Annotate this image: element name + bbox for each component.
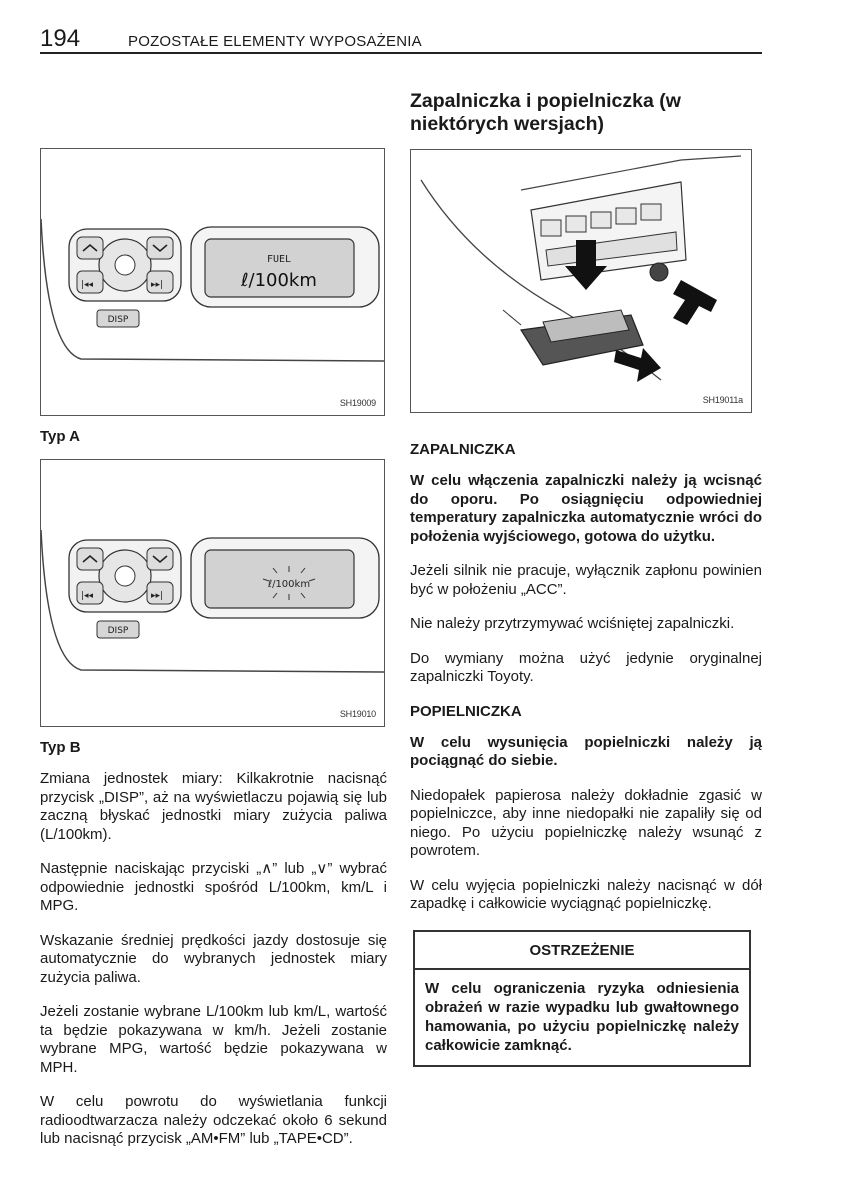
paragraph: Następnie naciskając przyciski „∧” lub „∨” wybrać odpowiednie jednostki spośród L/100km, km/L i MPG. <box>40 860 387 914</box>
svg-text:▸▸|: ▸▸| <box>151 591 164 601</box>
warning-text: W celu ograniczenia ryzyka odniesienia obrażeń w razie wypadku lub gwałtownego hamowania, po użyciu popielniczkę należy całkowicie zamknąć. <box>425 979 739 1054</box>
paragraph: Do wymiany można użyć jedynie oryginalnej zapalniczki Toyoty. <box>410 649 762 685</box>
ashtray-instruction: W celu wysunięcia popielniczki należy ją pociągnąć do siebie. <box>410 733 762 769</box>
figure-code: SH19010 <box>339 709 376 719</box>
paragraph: Zmiana jednostek miary: Kilkakrotnie nacisnąć przycisk „DISP”, aż na wyświetlaczu pojawią się lub zaczną błyskać jednostki miary zużycia paliwa (L/100km). <box>40 770 387 843</box>
article-title: Zapalniczka i popielniczka (w niektórych wersjach) <box>410 90 681 135</box>
disp-button-label: DISP <box>107 626 129 636</box>
ashtray-illustration <box>411 150 751 412</box>
display-unit-text: ℓ/100km <box>267 579 311 590</box>
paragraph: Jeżeli silnik nie pracuje, wyłącznik zapłonu powinien być w położeniu „ACC”. <box>410 562 762 598</box>
display-illustration-a <box>41 149 384 415</box>
page-header <box>40 26 762 54</box>
figure-code: SH19009 <box>339 398 376 408</box>
right-column <box>410 90 762 1067</box>
lighter-heading: ZAPALNICZKA <box>410 441 516 458</box>
svg-text:|◂◂: |◂◂ <box>81 280 94 290</box>
figure-lighter-ashtray <box>410 149 752 413</box>
paragraph: Niedopałek papierosa należy dokładnie zgasić w popielniczce, aby inne niedopałki nie zapaliły się od niego. Po użyciu popielniczkę należy wsunąć z powrotem. <box>410 786 762 859</box>
page-number: 194 <box>40 25 81 52</box>
display-unit-text: ℓ/100km <box>241 270 317 291</box>
figure-type-b <box>40 459 385 727</box>
warning-title: OSTRZEŻENIE <box>415 932 749 970</box>
paragraph: Wskazanie średniej prędkości jazdy dostosuje się automatycznie do wybranych jednostek miary zużycia paliwa. <box>40 931 387 986</box>
figure-type-a <box>40 148 385 416</box>
disp-button-label: DISP <box>107 315 129 325</box>
paragraph: W celu wyjęcia popielniczki należy nacisnąć w dół zapadkę i całkowicie wyciągnąć popielniczkę. <box>410 876 762 912</box>
figure-code: SH19011a <box>702 395 743 405</box>
caption-type-a: Typ A <box>40 428 80 445</box>
display-illustration-b <box>41 460 384 726</box>
paragraph: Jeżeli zostanie wybrane L/100km lub km/L, wartość ta będzie pokazywana w km/h. Jeżeli zostanie wybrane MPG, wartość będzie pokazywana w MPH. <box>40 1003 387 1076</box>
warning-box <box>413 930 751 1067</box>
section-title: POZOSTAŁE ELEMENTY WYPOSAŻENIA <box>128 33 422 50</box>
left-column <box>40 148 387 1165</box>
svg-text:|◂◂: |◂◂ <box>81 591 94 601</box>
paragraph: Nie należy przytrzymywać wciśniętej zapalniczki. <box>410 615 735 632</box>
ashtray-heading: POPIELNICZKA <box>410 702 522 720</box>
svg-text:▸▸|: ▸▸| <box>151 280 164 290</box>
paragraph: W celu powrotu do wyświetlania funkcji radioodtwarzacza należy odczekać około 6 sekund lub nacisnąć przycisk „AM•FM” lub „TAPE•CD”. <box>40 1093 387 1147</box>
caption-type-b: Typ B <box>40 739 81 756</box>
display-fuel-label: FUEL <box>266 254 292 265</box>
lighter-instruction: W celu włączenia zapalniczki należy ją wcisnąć do oporu. Po osiągnięciu odpowiedniej temperatury zapalniczka automatycznie wróci do położenia wyjściowego, gotowa do użytku. <box>410 472 762 545</box>
